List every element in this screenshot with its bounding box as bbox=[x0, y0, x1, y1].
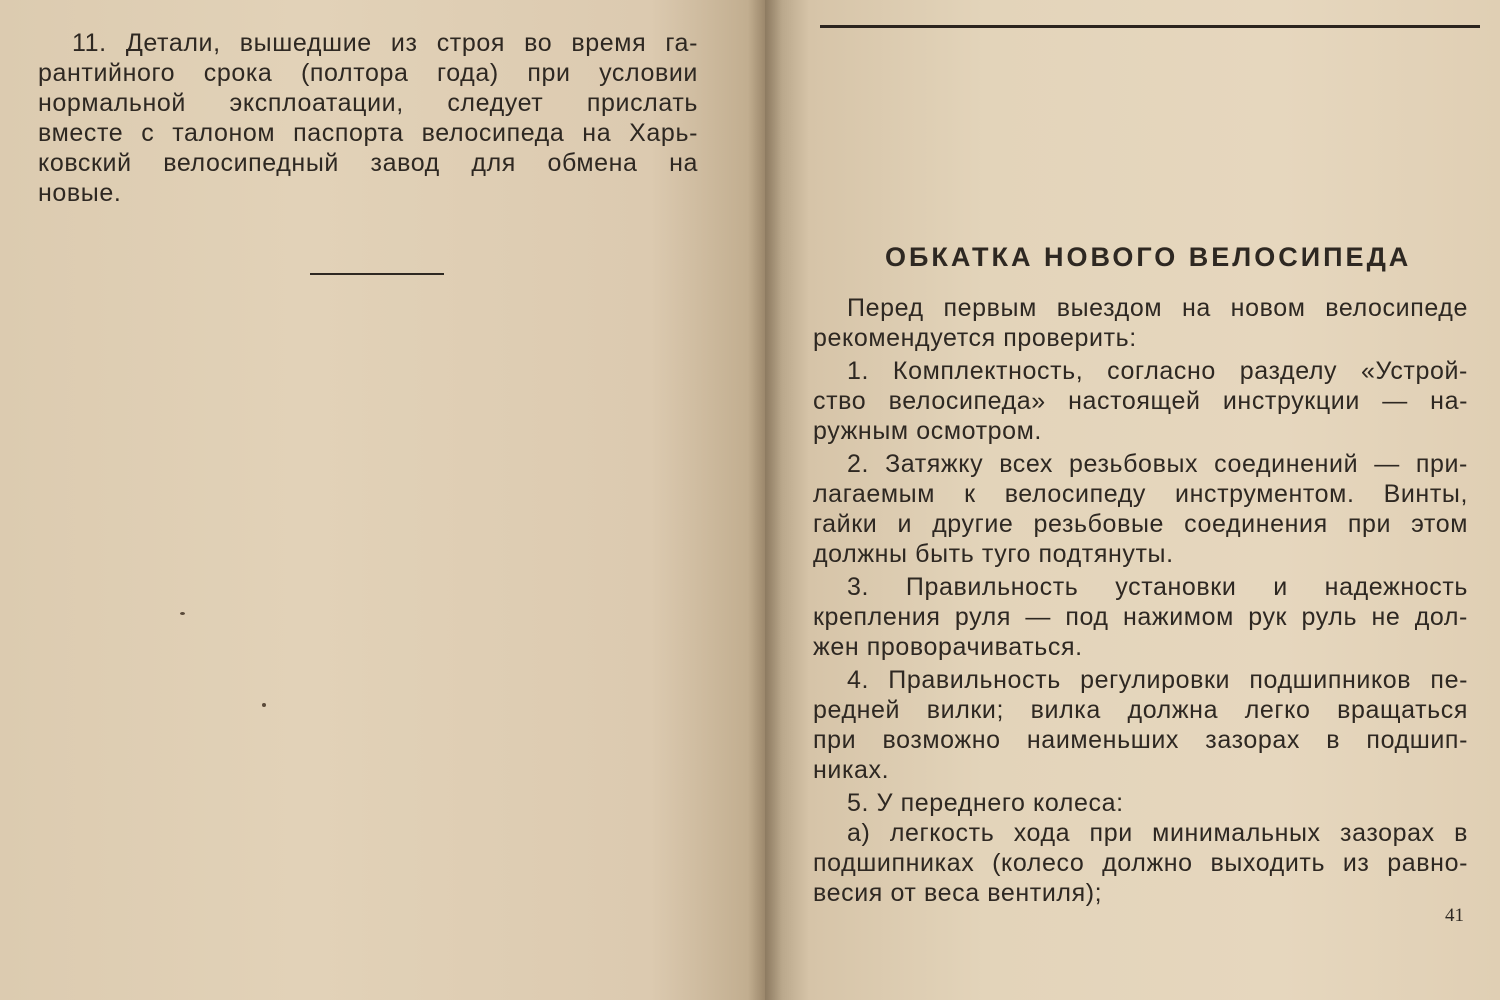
paper-speck bbox=[262, 703, 266, 707]
text-line: ружным осмотром. bbox=[813, 417, 1042, 445]
text-line: рантийного срока (полтора года) при условии bbox=[38, 59, 698, 87]
section-heading: ОБКАТКА НОВОГО ВЕЛОСИПЕДА bbox=[885, 242, 1412, 272]
text-line: 11. Детали, вышедшие из строя во время га- bbox=[72, 29, 698, 57]
text-line: лагаемым к велосипеду инструментом. Винты, bbox=[813, 480, 1468, 508]
text-line: 4. Правильность регулировки подшипников пе- bbox=[847, 666, 1468, 694]
text-line: Перед первым выездом на новом велосипеде bbox=[847, 294, 1468, 322]
book-gutter bbox=[748, 0, 782, 1000]
text-line: гайки и другие резьбовые соединения при этом bbox=[813, 510, 1468, 538]
text-line: при возможно наименьших зазорах в подшип- bbox=[813, 726, 1468, 754]
text-line: новые. bbox=[38, 179, 122, 207]
text-line: нормальной эксплоатации, следует прислать bbox=[38, 89, 698, 117]
text-line: вместе с талоном паспорта велосипеда на Харь- bbox=[38, 119, 698, 147]
text-line: весия от веса вентиля); bbox=[813, 879, 1103, 907]
text-line: подшипниках (колесо должно выходить из равно- bbox=[813, 849, 1468, 877]
text-line: 3. Правильность установки и надежность bbox=[847, 573, 1468, 601]
page-number: 41 bbox=[1445, 905, 1464, 926]
text-line: редней вилки; вилка должна легко вращаться bbox=[813, 696, 1468, 724]
text-line: 5. У переднего колеса: bbox=[847, 789, 1124, 817]
text-line: 1. Комплектность, согласно разделу «Устрой- bbox=[847, 357, 1468, 385]
paper-speck bbox=[180, 612, 185, 615]
left-paragraph-item-11 bbox=[38, 28, 698, 208]
text-line: а) легкость хода при минимальных зазорах в bbox=[847, 819, 1468, 847]
text-line: должны быть туго подтянуты. bbox=[813, 540, 1174, 568]
right-body-text bbox=[813, 293, 1468, 908]
text-line: крепления руля — под нажимом рук руль не дол- bbox=[813, 603, 1468, 631]
text-line: ковский велосипедный завод для обмена на bbox=[38, 149, 698, 177]
text-line: ство велосипеда» настоящей инструкции — на- bbox=[813, 387, 1468, 415]
text-line: никах. bbox=[813, 756, 890, 784]
text-line: рекомендуется проверить: bbox=[813, 324, 1137, 352]
header-rule bbox=[820, 25, 1480, 28]
text-line: жен проворачиваться. bbox=[813, 633, 1083, 661]
text-line: 2. Затяжку всех резьбовых соединений — при- bbox=[847, 450, 1468, 478]
right-page bbox=[765, 0, 1500, 1000]
section-end-rule bbox=[310, 273, 444, 275]
